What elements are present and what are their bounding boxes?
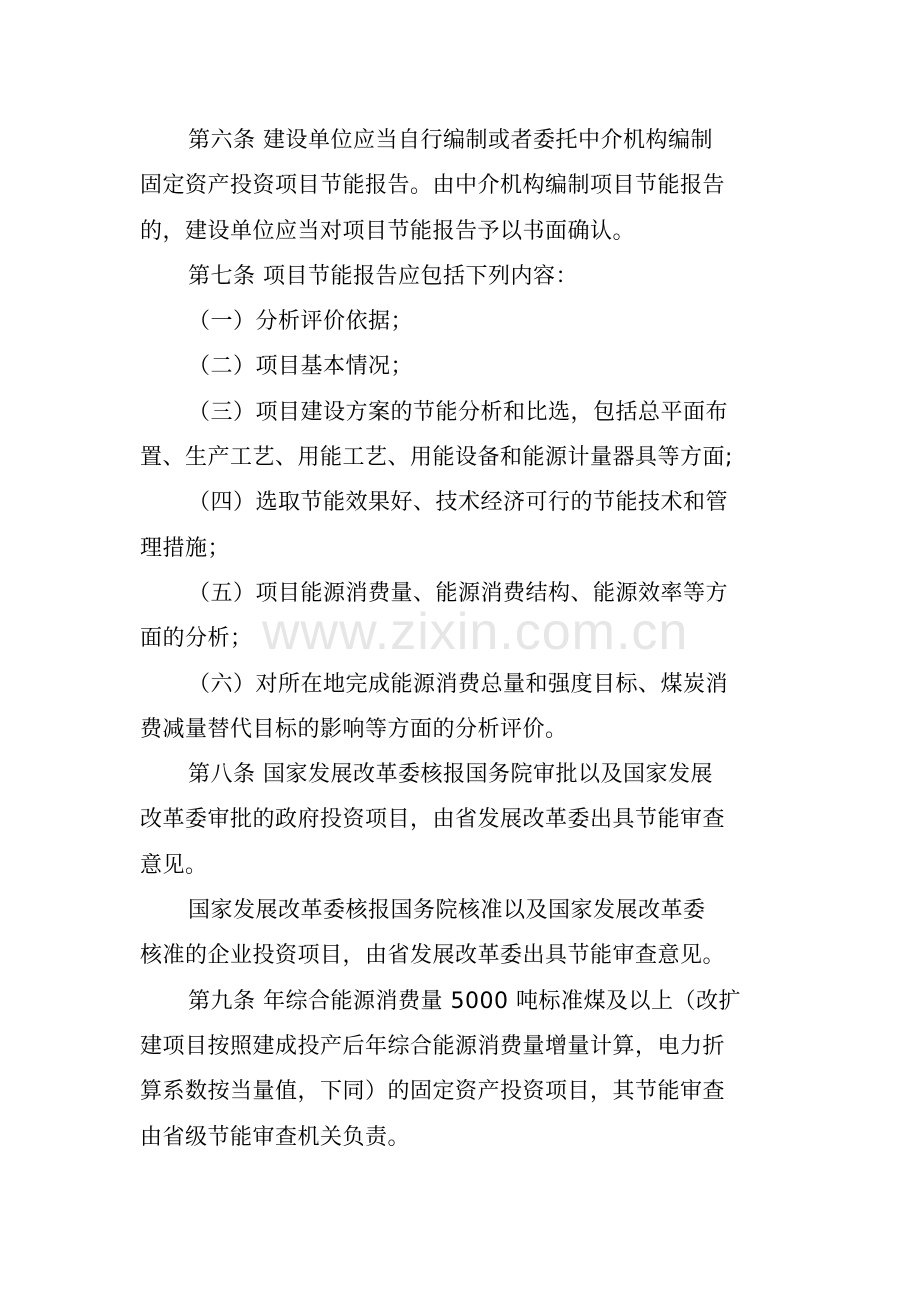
paragraph-line: 第七条 项目节能报告应包括下列内容： bbox=[188, 263, 578, 289]
paragraph-line: 第六条 建设单位应当自行编制或者委托中介机构编制 bbox=[188, 128, 713, 153]
paragraph-line: （六）对所在地完成能源消费总量和强度目标、煤炭消 bbox=[188, 671, 729, 697]
paragraph-line: 由省级节能审查机关负责。 bbox=[140, 1124, 411, 1150]
paragraph-line: 国家发展改革委核报国务院核准以及国家发展改革委 bbox=[188, 898, 706, 924]
paragraph-line: 核准的企业投资项目，由省发展改革委出具节能审查意见。 bbox=[140, 943, 726, 969]
paragraph-line: 建项目按照建成投产后年综合能源消费量增量计算，电力折 bbox=[140, 1033, 726, 1059]
paragraph-line: （一）分析评价依据； bbox=[188, 309, 414, 335]
paragraph-line: 改革委审批的政府投资项目，由省发展改革委出具节能审查 bbox=[140, 807, 726, 833]
paragraph-line: 固定资产投资项目节能报告。由中介机构编制项目节能报告 bbox=[140, 173, 726, 199]
watermark: www.zixin.com.cn bbox=[262, 603, 689, 661]
paragraph-line: 理措施； bbox=[140, 535, 231, 561]
paragraph-line: 的，建设单位应当对项目节能报告予以书面确认。 bbox=[140, 218, 636, 244]
paragraph-line: 意见。 bbox=[140, 852, 208, 878]
paragraph-line: 费减量替代目标的影响等方面的分析评价。 bbox=[140, 716, 568, 742]
paragraph-line: 面的分析； bbox=[140, 626, 253, 652]
paragraph-line: （二）项目基本情况； bbox=[188, 354, 414, 380]
paragraph-line: 算系数按当量值，下同）的固定资产投资项目，其节能审查 bbox=[140, 1079, 726, 1105]
paragraph-line: 第九条 年综合能源消费量 5000 吨标准煤及以上（改扩 bbox=[188, 988, 741, 1014]
document-body bbox=[140, 118, 782, 1160]
paragraph-line: （五）项目能源消费量、能源消费结构、能源效率等方 bbox=[188, 580, 729, 606]
paragraph-line: 第八条 国家发展改革委核报国务院审批以及国家发展 bbox=[188, 762, 713, 788]
paragraph-line: 置、生产工艺、用能工艺、用能设备和能源计量器具等方面; bbox=[140, 445, 733, 471]
paragraph-line: （四）选取节能效果好、技术经济可行的节能技术和管 bbox=[188, 490, 729, 516]
paragraph-line: （三）项目建设方案的节能分析和比选，包括总平面布 bbox=[188, 399, 729, 425]
